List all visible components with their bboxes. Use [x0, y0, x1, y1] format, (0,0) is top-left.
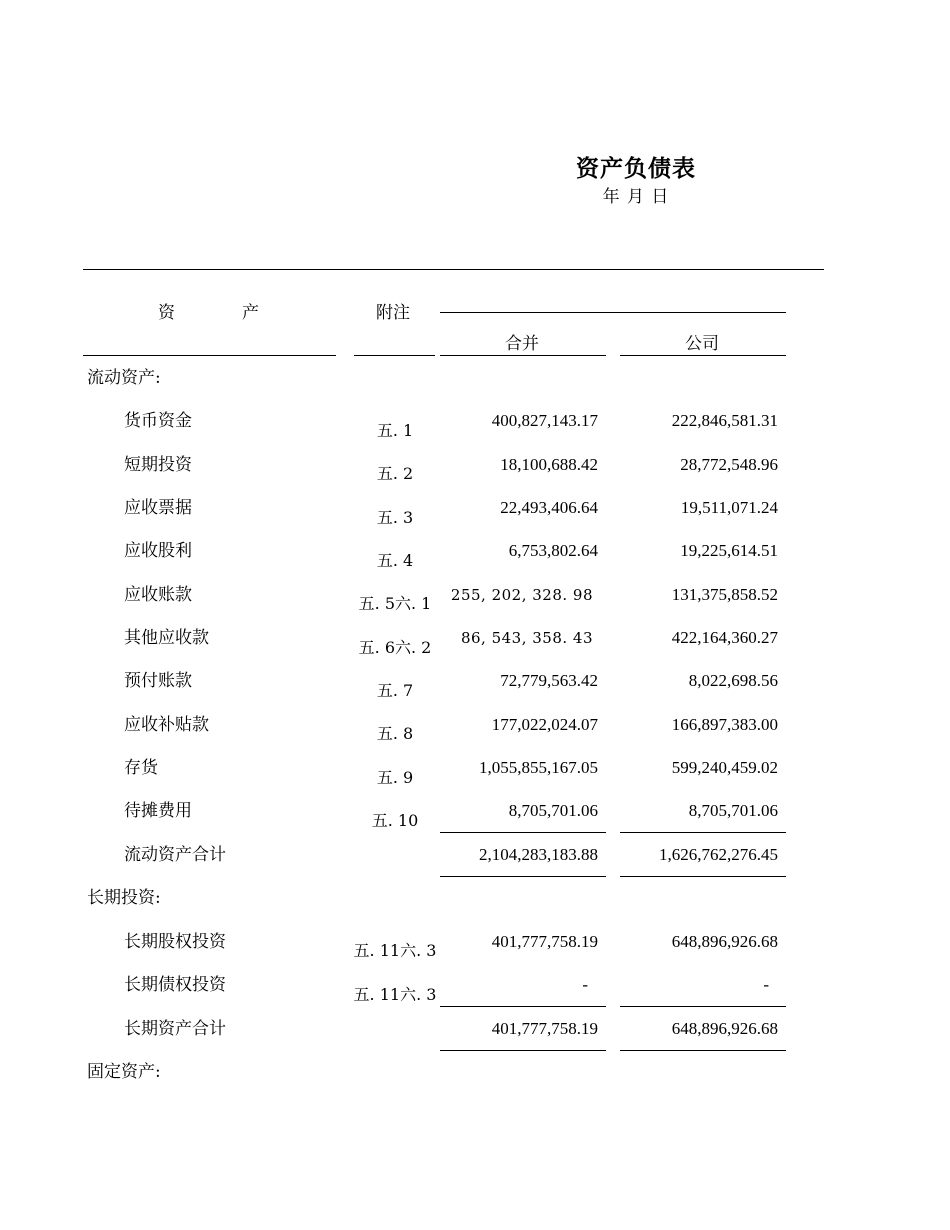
- row-label: 待摊费用: [124, 801, 192, 821]
- total-consolidated: 2,104,283,183.88: [479, 845, 598, 864]
- total-label: 长期资产合计: [124, 1019, 226, 1039]
- section-current-assets: 流动资产:: [87, 368, 161, 388]
- row-consolidated: 400,827,143.17: [491, 411, 598, 430]
- date-line: 年 月 日: [602, 187, 670, 207]
- header-underline-assets: [83, 355, 336, 356]
- row-note: 五. 1: [376, 421, 414, 440]
- row-consolidated: 22,493,406.64: [500, 498, 598, 517]
- total-consolidated: 401,777,758.19: [491, 1019, 598, 1038]
- header-underline-company: [620, 355, 786, 356]
- page-title: 资产负债表: [576, 156, 696, 182]
- row-note: 五. 11六. 3: [353, 985, 437, 1004]
- row-note: 五. 2: [376, 464, 414, 483]
- row-consolidated: 72,779,563.42: [500, 671, 598, 690]
- row-label: 长期股权投资: [124, 932, 226, 952]
- row-company: 19,511,071.24: [680, 498, 778, 517]
- row-consolidated: -: [582, 975, 588, 994]
- row-company: 8,705,701.06: [688, 801, 778, 820]
- row-note: 五. 10: [371, 811, 419, 830]
- total-rule-company: [620, 876, 786, 877]
- row-consolidated: 401,777,758.19: [491, 932, 598, 951]
- row-company: 422,164,360.27: [671, 628, 778, 647]
- row-company: 166,897,383.00: [671, 715, 778, 734]
- row-label: 短期投资: [124, 455, 192, 475]
- row-note: 五. 6六. 2: [358, 638, 432, 657]
- row-label: 存货: [124, 758, 158, 778]
- top-rule: [83, 269, 824, 270]
- total-company: 648,896,926.68: [671, 1019, 778, 1038]
- row-note: 五. 11六. 3: [353, 941, 437, 960]
- row-company: 19,225,614.51: [680, 541, 778, 560]
- row-label: 应收票据: [124, 498, 192, 518]
- row-consolidated: 255, 202, 328. 98: [450, 586, 593, 604]
- row-note: 五. 8: [376, 724, 414, 743]
- section-long-term: 长期投资:: [87, 888, 161, 908]
- row-consolidated: 86, 543, 358. 43: [460, 629, 593, 647]
- row-company: 131,375,858.52: [671, 585, 778, 604]
- row-label: 货币资金: [124, 411, 192, 431]
- row-note: 五. 9: [376, 768, 414, 787]
- total-rule-company: [620, 1050, 786, 1051]
- row-company: 222,846,581.31: [671, 411, 778, 430]
- header-assets-left: 资: [158, 303, 175, 323]
- row-consolidated: 18,100,688.42: [500, 455, 598, 474]
- row-company: -: [763, 975, 769, 994]
- row-consolidated: 1,055,855,167.05: [479, 758, 598, 777]
- row-label: 应收股利: [124, 541, 192, 561]
- row-company: 28,772,548.96: [680, 455, 778, 474]
- total-rule-consolidated: [440, 1050, 606, 1051]
- row-consolidated: 8,705,701.06: [508, 801, 598, 820]
- header-amount-rule: [440, 312, 786, 313]
- row-label: 预付账款: [124, 671, 192, 691]
- row-label: 应收补贴款: [124, 715, 209, 735]
- row-note: 五. 4: [376, 551, 414, 570]
- total-company: 1,626,762,276.45: [659, 845, 778, 864]
- subtotal-rule-consolidated: [440, 832, 606, 833]
- subtotal-rule-company: [620, 832, 786, 833]
- total-label: 流动资产合计: [124, 845, 226, 865]
- header-underline-notes: [354, 355, 435, 356]
- total-rule-consolidated: [440, 876, 606, 877]
- header-underline-consolidated: [440, 355, 606, 356]
- row-note: 五. 5六. 1: [358, 594, 432, 613]
- row-label: 应收账款: [124, 585, 192, 605]
- subtotal-rule-consolidated: [440, 1006, 606, 1007]
- row-note: 五. 3: [376, 508, 414, 527]
- header-consolidated: 合并: [505, 334, 539, 354]
- row-company: 648,896,926.68: [671, 932, 778, 951]
- row-note: 五. 7: [376, 681, 414, 700]
- header-assets-right: 产: [242, 303, 259, 323]
- section-fixed-assets: 固定资产:: [87, 1062, 161, 1082]
- header-company: 公司: [685, 334, 719, 354]
- row-label: 长期债权投资: [124, 975, 226, 995]
- row-label: 其他应收款: [124, 628, 209, 648]
- row-consolidated: 177,022,024.07: [491, 715, 598, 734]
- subtotal-rule-company: [620, 1006, 786, 1007]
- row-company: 599,240,459.02: [671, 758, 778, 777]
- header-notes: 附注: [376, 303, 410, 323]
- row-consolidated: 6,753,802.64: [508, 541, 598, 560]
- row-company: 8,022,698.56: [688, 671, 778, 690]
